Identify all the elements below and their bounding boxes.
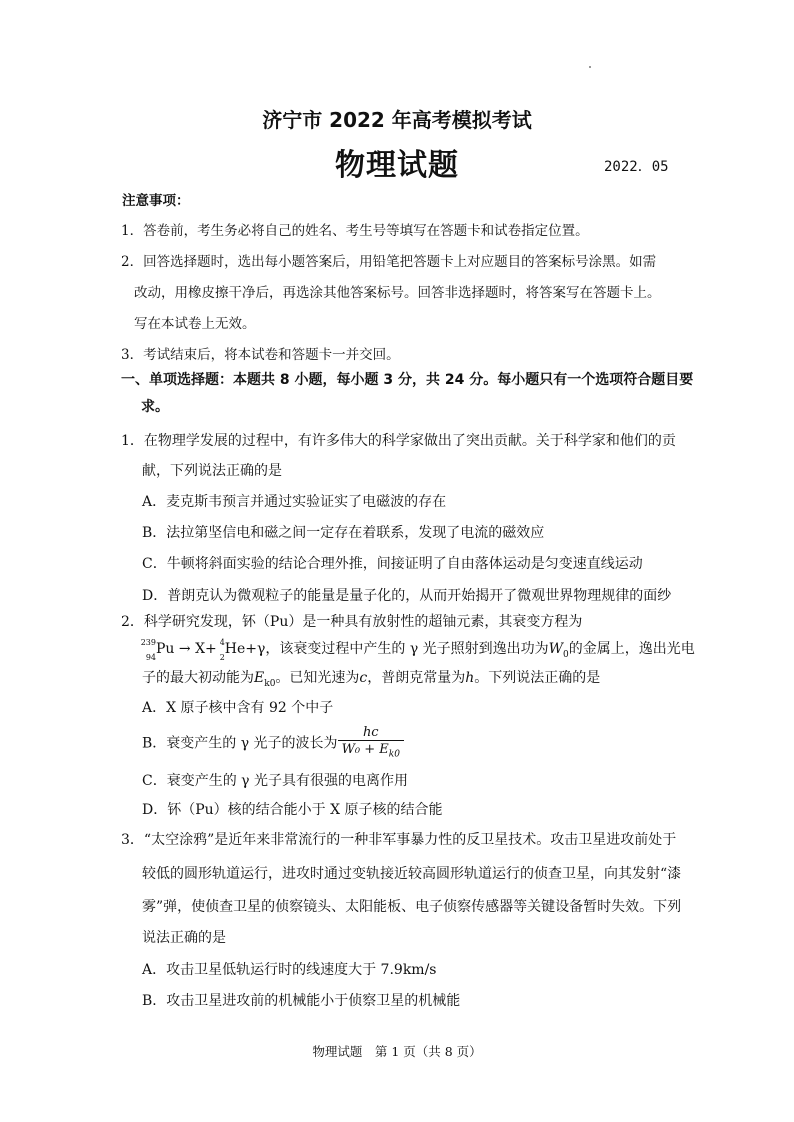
q3-stem-line-1: 3．“太空涂鸦”是近年来非常流行的一种非军事暴力性的反卫星技术。攻击卫星进攻前处于 (121, 832, 677, 848)
note-line-5: 3．考试结束后，将本试卷和答题卡一并交回。 (121, 347, 400, 363)
note-line-1: 1．答卷前，考生务必将自己的姓名、考生号等填写在答题卡和试卷指定位置。 (121, 223, 589, 239)
q3-stem-line-3: 雾”弹，使侦查卫星的侦察镜头、太阳能板、电子侦察传感器等关键设备暂时失效。下列 (142, 899, 682, 915)
subject-title: 物理试题 (335, 148, 459, 183)
scan-speck (589, 66, 591, 68)
exam-date: 2022．05 (604, 159, 669, 175)
q2-stem-line-3: 子的最大初动能为$E_{k0}$。已知光速为c，普朗克常量为h。下列说法正确的是 (142, 670, 601, 689)
q1-stem-line-2: 献，下列说法正确的是 (142, 463, 282, 479)
decay-arrow: → (178, 641, 191, 657)
section-heading: 一、单项选择题：本题共 8 小题，每小题 3 分，共 24 分。每小题只有一个选项符合题目要 (121, 372, 694, 388)
q2-stem-line-1: 2．科学研究发现，钚（Pu）是一种具有放射性的超铀元素，其衰变方程为 (121, 614, 583, 630)
note-line-3: 改动，用橡皮擦干净后，再选涂其他答案标号。回答非选择题时，将答案写在答题卡上。 (134, 285, 661, 301)
q3-stem-line-2: 较低的圆形轨道运行，进攻时通过变轨接近较高圆形轨道运行的侦查卫星，向其发射“漆 (142, 866, 682, 882)
q2-option-a: A．X 原子核中含有 92 个中子 (142, 700, 334, 716)
note-line-4: 写在本试卷上无效。 (134, 316, 256, 332)
exam-title: 济宁市 2022 年高考模拟考试 (262, 108, 532, 132)
he-nuclide: 4 2 (219, 638, 225, 662)
q1-option-b: B．法拉第坚信电和磁之间一定存在着联系，发现了电流的磁效应 (142, 525, 545, 541)
section-heading-cont: 求。 (141, 399, 169, 415)
pu-nuclide: 239 94 (140, 638, 156, 662)
q2-option-b: B．衰变产生的 γ 光子的波长为 $\frac{hc}{W_0 + E_{k0}}$ (142, 725, 404, 760)
note-line-2: 2．回答选择题时，选出每小题答案后，用铅笔把答题卡上对应题目的答案标号涂黑。如需 (121, 254, 657, 270)
q3-stem-line-4: 说法正确的是 (142, 930, 226, 946)
q1-option-a: A．麦克斯韦预言并通过实验证实了电磁波的存在 (142, 494, 447, 510)
q2-option-c: C．衰变产生的 γ 光子具有很强的电离作用 (142, 773, 408, 789)
q1-option-d: D．普朗克认为微观粒子的能量是量子化的，从而开始揭开了微观世界物理规律的面纱 (142, 588, 672, 604)
q3-option-b: B．攻击卫星进攻前的机械能小于侦察卫星的机械能 (142, 993, 461, 1009)
q1-option-c: C．牛顿将斜面实验的结论合理外推，间接证明了自由落体运动是匀变速直线运动 (142, 556, 643, 572)
q2-stem-line-2: 239 94 Pu → X+ 4 2 He+γ，该衰变过程中产生的 γ 光子照射到逸出功为$W_0$的金属上，逸出光电 (140, 638, 695, 662)
notes-heading: 注意事项： (122, 193, 190, 209)
wavelength-fraction: $\frac{hc}{W_0 + E_{k0}}$ (338, 725, 404, 760)
q3-option-a: A．攻击卫星低轨运行时的线速度大于 7.9km/s (142, 962, 437, 978)
page-footer: 物理试题 第 1 页（共 8 页） (312, 1044, 482, 1059)
q2-option-d: D．钚（Pu）核的结合能小于 X 原子核的结合能 (142, 802, 443, 818)
q1-stem-line-1: 1．在物理学发展的过程中，有许多伟大的科学家做出了突出贡献。关于科学家和他们的贡 (121, 433, 676, 449)
